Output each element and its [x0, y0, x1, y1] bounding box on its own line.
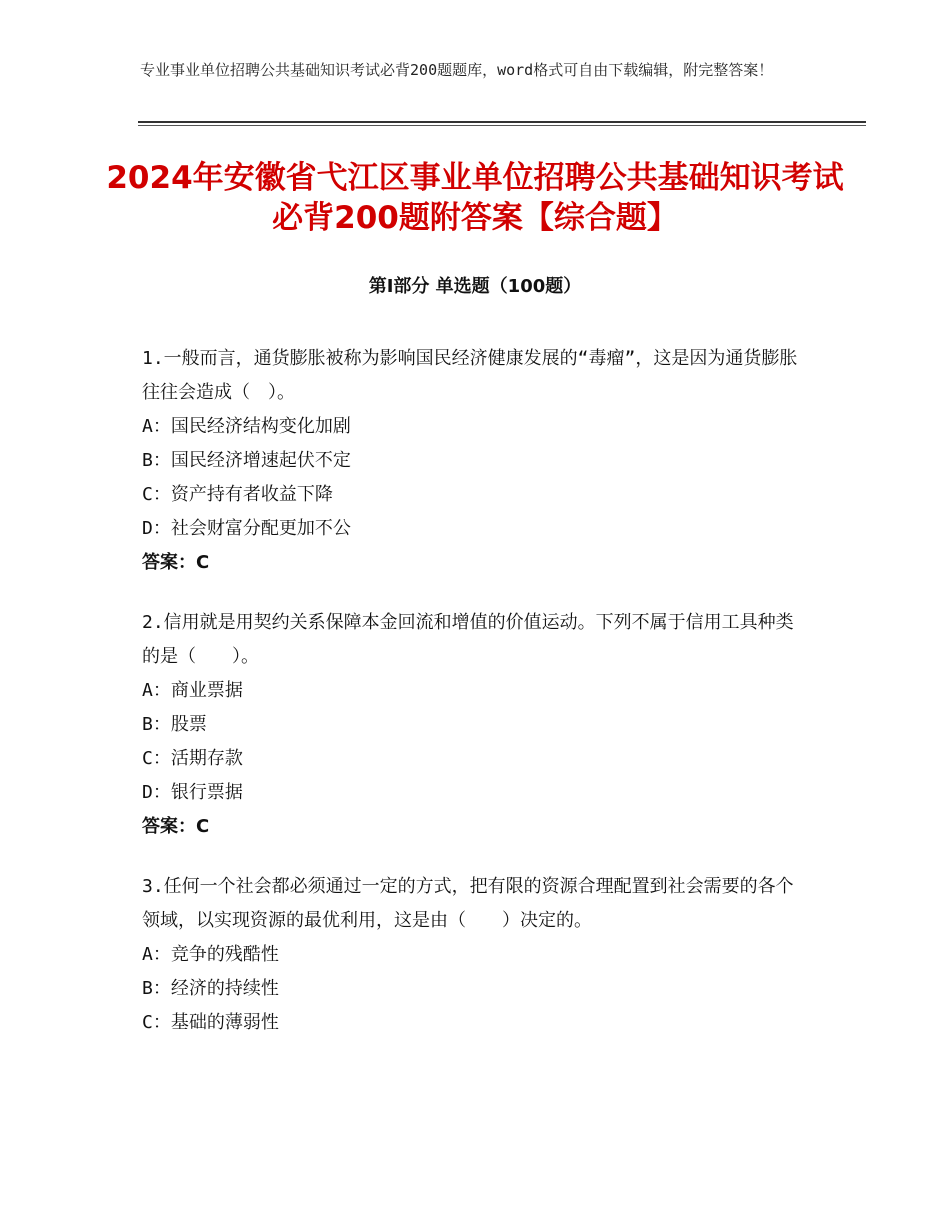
question-2 — [142, 606, 802, 844]
option-b: B：股票 — [142, 714, 207, 735]
option-c: C：活期存款 — [142, 748, 243, 769]
option-c: C：资产持有者收益下降 — [142, 484, 333, 505]
answer: 答案：C — [142, 552, 210, 573]
option-a: A：竞争的残酷性 — [142, 944, 279, 965]
document-title: 2024年安徽省弋江区事业单位招聘公共基础知识考试必背200题附答案【综合题】 — [106, 160, 844, 236]
answer: 答案：C — [142, 816, 210, 837]
header-note: 专业事业单位招聘公共基础知识考试必背200题题库，word格式可自由下载编辑，附完整答案！ — [140, 61, 774, 79]
option-d: D：银行票据 — [142, 782, 243, 803]
question-3 — [142, 870, 802, 1040]
question-stem: 3.任何一个社会都必须通过一定的方式，把有限的资源合理配置到社会需要的各个领域，以实现资源的最优利用，这是由（ ）决定的。 — [142, 876, 794, 931]
option-a: A：国民经济结构变化加剧 — [142, 416, 351, 437]
question-stem: 1.一般而言，通货膨胀被称为影响国民经济健康发展的“毒瘤”，这是因为通货膨胀往往会造成（ ）。 — [142, 348, 798, 403]
section-title: 第Ⅰ部分 单选题（100题） — [368, 276, 582, 297]
question-1 — [142, 342, 802, 580]
option-a: A：商业票据 — [142, 680, 243, 701]
header-divider-thick — [138, 121, 866, 123]
option-b: B：经济的持续性 — [142, 978, 279, 999]
question-stem: 2.信用就是用契约关系保障本金回流和增值的价值运动。下列不属于信用工具种类的是（ ）。 — [142, 612, 794, 667]
option-b: B：国民经济增速起伏不定 — [142, 450, 351, 471]
question-list — [142, 342, 802, 1066]
option-c: C：基础的薄弱性 — [142, 1012, 279, 1033]
option-d: D：社会财富分配更加不公 — [142, 518, 351, 539]
header-divider-thin — [138, 125, 866, 126]
